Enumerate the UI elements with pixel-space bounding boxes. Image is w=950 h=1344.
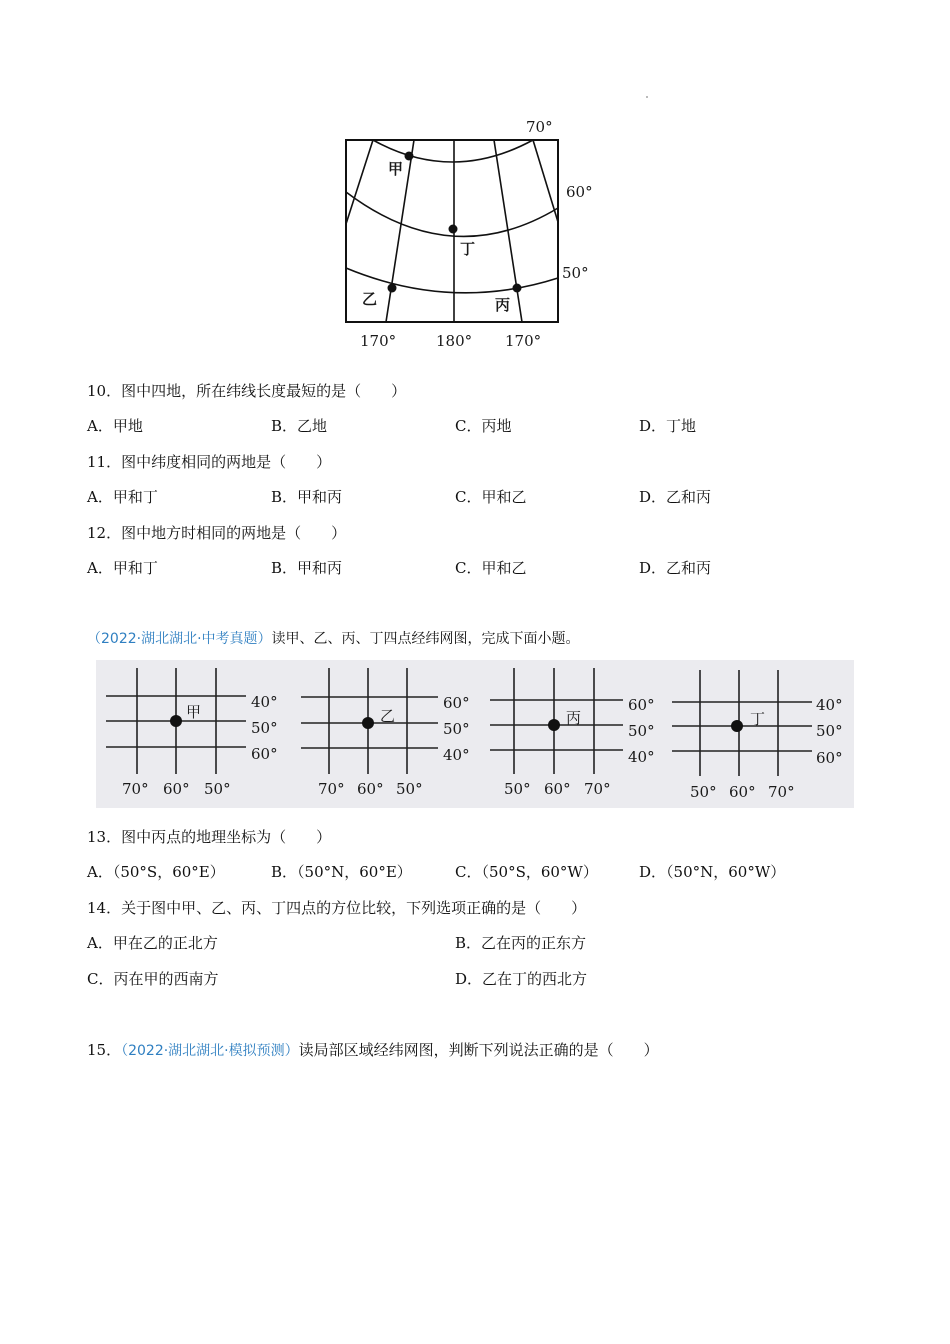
- point-jia-marker: [405, 152, 414, 161]
- panel-yi-point-label: 乙: [380, 707, 396, 725]
- q13-option-b[interactable]: B．（50°N，60°E）: [271, 863, 412, 881]
- panel-jia-lon-mid: 60°: [163, 780, 190, 798]
- panel-yi-lon-left: 70°: [318, 780, 345, 798]
- panel-yi-lon-mid: 60°: [357, 780, 384, 798]
- point-jia-label: 甲: [388, 160, 404, 178]
- q15-text: 读局部区域经纬网图，判断下列说法正确的是（ ）: [298, 1041, 659, 1059]
- panel-bing-lon-left: 50°: [504, 780, 531, 798]
- panel-bing-lon-mid: 60°: [544, 780, 571, 798]
- point-bing-marker: [513, 284, 522, 293]
- q14-option-c[interactable]: C．丙在甲的西南方: [87, 970, 219, 988]
- lat-50-label: 50°: [562, 264, 589, 282]
- intro-text: 读甲、乙、丙、丁四点经纬网图，完成下面小题。: [271, 631, 580, 647]
- point-yi-marker: [388, 284, 397, 293]
- panel-bing: [490, 668, 655, 798]
- question-14-stem: 14．关于图中甲、乙、丙、丁四点的方位比较，下列选项正确的是（ ）: [87, 899, 587, 917]
- q14-option-b[interactable]: B．乙在丙的正东方: [455, 934, 587, 952]
- q11-option-d[interactable]: D．乙和丙: [639, 488, 712, 506]
- lat-60-label: 60°: [566, 183, 593, 201]
- q13-option-d[interactable]: D．（50°N，60°W）: [639, 863, 786, 881]
- q11-option-b[interactable]: B．甲和丙: [271, 488, 343, 506]
- question-12-stem: 12．图中地方时相同的两地是（ ）: [87, 524, 347, 542]
- panel-jia-point-label: 甲: [186, 703, 202, 721]
- panel-ding-lat-mid: 50°: [816, 722, 843, 740]
- q11-option-c[interactable]: C．甲和乙: [455, 488, 527, 506]
- panel-bing-lat-mid: 50°: [628, 722, 655, 740]
- panel-jia: [106, 668, 278, 798]
- point-ding-label: 丁: [460, 240, 476, 258]
- q10-option-a[interactable]: A．甲地: [87, 417, 143, 435]
- group-intro: [87, 629, 580, 649]
- panel-ding-lon-mid: 60°: [729, 783, 756, 801]
- source-tag[interactable]: （2022·湖北湖北·中考真题）: [87, 631, 272, 647]
- panel-yi: [301, 668, 470, 798]
- graticule-map-figure: [330, 112, 620, 358]
- scan-speck: [646, 96, 648, 98]
- panel-bing-lon-right: 70°: [584, 780, 611, 798]
- q14-option-d[interactable]: D．乙在丁的西北方: [455, 970, 588, 988]
- q10-option-d[interactable]: D．丁地: [639, 417, 697, 435]
- panel-yi-lat-top: 60°: [443, 694, 470, 712]
- q13-option-a[interactable]: A．（50°S，60°E）: [87, 863, 225, 881]
- lon-180-label: 180°: [436, 332, 473, 350]
- point-bing-label: 丙: [495, 296, 511, 314]
- q11-option-a[interactable]: A．甲和丁: [87, 488, 158, 506]
- panel-yi-lat-mid: 50°: [443, 720, 470, 738]
- q13-option-c[interactable]: C．（50°S，60°W）: [455, 863, 598, 881]
- q12-option-a[interactable]: A．甲和丁: [87, 559, 158, 577]
- q14-option-a[interactable]: A．甲在乙的正北方: [87, 934, 218, 952]
- question-13-stem: 13．图中丙点的地理坐标为（ ）: [87, 828, 332, 846]
- panel-jia-lat-mid: 50°: [251, 719, 278, 737]
- panel-jia-lon-left: 70°: [122, 780, 149, 798]
- question-11-stem: 11．图中纬度相同的两地是（ ）: [87, 453, 332, 471]
- q10-option-c[interactable]: C．丙地: [455, 417, 512, 435]
- panel-bing-lat-top: 60°: [628, 696, 655, 714]
- q10-option-b[interactable]: B．乙地: [271, 417, 328, 435]
- panel-ding-point-label: 丁: [750, 710, 766, 728]
- lon-170-right-label: 170°: [505, 332, 542, 350]
- panel-jia-lat-bottom: 60°: [251, 745, 278, 763]
- q12-option-c[interactable]: C．甲和乙: [455, 559, 527, 577]
- panel-jia-lat-top: 40°: [251, 693, 278, 711]
- panel-jia-lon-right: 50°: [204, 780, 231, 798]
- panel-ding-lon-left: 50°: [690, 783, 717, 801]
- four-point-graticule-figure: [96, 660, 854, 808]
- lat-70-label: 70°: [526, 118, 553, 136]
- q15-source-tag[interactable]: （2022·湖北湖北·模拟预测）: [121, 1043, 299, 1059]
- lon-170-left-label: 170°: [360, 332, 397, 350]
- panel-bing-point-label: 丙: [566, 709, 582, 727]
- question-15-stem: [87, 1040, 659, 1061]
- q12-option-d[interactable]: D．乙和丙: [639, 559, 712, 577]
- panel-ding-lat-bottom: 60°: [816, 749, 843, 767]
- panel-ding-lat-top: 40°: [816, 696, 843, 714]
- panel-yi-lat-bottom: 40°: [443, 746, 470, 764]
- panel-ding: [672, 670, 843, 801]
- question-10-stem: 10．图中四地，所在纬线长度最短的是（ ）: [87, 382, 407, 400]
- point-ding-marker: [449, 225, 458, 234]
- point-yi-label: 乙: [362, 290, 378, 308]
- panel-bing-lat-bottom: 40°: [628, 748, 655, 766]
- q15-number: 15．: [87, 1041, 122, 1059]
- q12-option-b[interactable]: B．甲和丙: [271, 559, 343, 577]
- panel-ding-lon-right: 70°: [768, 783, 795, 801]
- panel-yi-lon-right: 50°: [396, 780, 423, 798]
